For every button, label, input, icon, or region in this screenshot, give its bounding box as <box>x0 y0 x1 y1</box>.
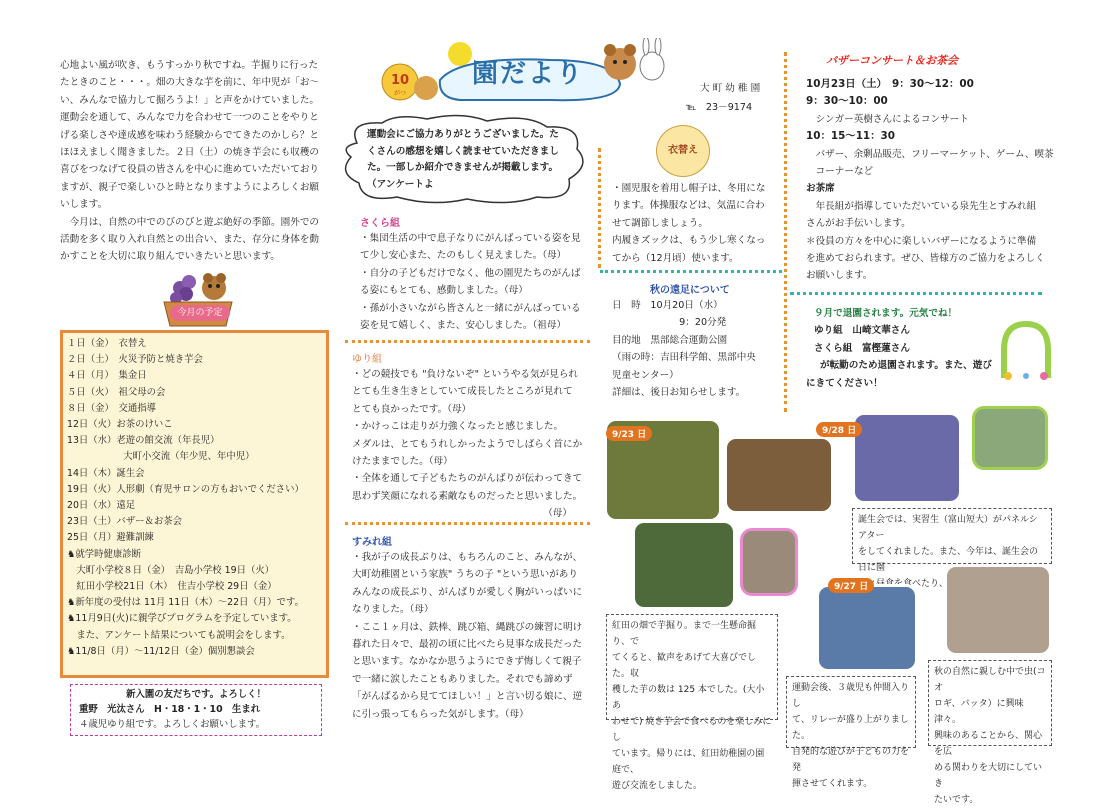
caption-line: 穫した芋の数は 125 本でした。(大小あ <box>612 685 765 711</box>
photo-potato-digging-2 <box>724 436 834 514</box>
intro-line: いします。 <box>60 199 108 211</box>
photo-relay-race <box>816 584 918 672</box>
schedule-item: ２日（土） 火災予防と焼き芋会 <box>67 354 203 366</box>
schedule-item: 19日（火）人形劇（育児サロンの方もおいでください） <box>67 483 304 495</box>
sakura-line: ・集団生活の中で息子なりにがんばっている姿を見 <box>360 233 581 244</box>
school-name: 大 町 幼 稚 園 <box>700 83 761 94</box>
schedule-item: 25日（月）避難訓練 <box>67 532 154 544</box>
schedule-item: ♞就学時健康診断 <box>67 548 142 560</box>
ensoku-line: 9：20分発 <box>612 317 727 329</box>
koromogae-badge <box>656 125 710 177</box>
bazaar-line: 9：30〜10：00 <box>806 95 888 108</box>
bazaar-line: バザー、余剰品販売、フリーマーケット、ゲーム、喫茶 <box>806 148 1054 160</box>
sakura-line: て少し安心また、たのもしく見えました。（母） <box>360 250 567 262</box>
caption-line: ています。帰りには、紅田幼稚園の園庭で、 <box>612 749 765 775</box>
yuri-comments <box>352 366 592 523</box>
farewell-line: ゆり組 山崎文華さん <box>814 325 910 337</box>
koromogae-badge-label: 衣替え <box>668 145 698 156</box>
bazaar-line: 10月23日（土） 9：30〜12：00 <box>806 78 974 90</box>
koromogae-line: ります。体操服などは、気温に合わ <box>612 200 765 212</box>
caption-line: 自発的な遊びが子どもの力を発 <box>792 747 910 773</box>
ensoku-text <box>612 297 784 401</box>
sumire-line: なりました。（母） <box>352 604 434 616</box>
sumire-line: 暮れた日々で、最初の頃に比べたら見事な成長だった <box>352 639 583 651</box>
intro-line: ますが、親子で楽しいひと時となりますようによろしくお願 <box>60 181 320 193</box>
sakura-line: ・自分の子どもだけでなく、他の園児たちのがんば <box>360 267 581 279</box>
caption-line: める関わりを大切にしていき <box>934 763 1043 789</box>
intro-line: 運動会を通して、みんなで力を合わせて一つのことをやりと <box>60 112 319 124</box>
sakura-comments <box>360 230 600 334</box>
yuri-line: ・全体を通して子どもたちのがんばりが伝わってきて <box>352 473 583 485</box>
intro-line: い、みんなで協力して掘ろうよ！」と声をかけていました。 <box>60 94 320 106</box>
intro-text <box>60 57 332 266</box>
school-tel: ℡ 23－9174 <box>686 102 753 113</box>
caption-insects <box>928 660 1052 805</box>
intro-line: かすことを大切に取り組んでいきたいと思います。 <box>60 251 280 263</box>
schedule-item: ８日（金） 交通指導 <box>67 402 157 414</box>
caption-line: 興味のあることから、関心を広 <box>934 731 1043 757</box>
schedule-item: 20日（水）遠足 <box>67 500 136 512</box>
photo-potato-digging-3 <box>632 520 736 610</box>
schedule-item: 大町小交流（年少児、年中児） <box>67 451 255 463</box>
caption-line: 誕生会では、実習生（富山短大）がパネルシアター <box>858 515 1038 541</box>
ensoku-line: 児童センター） <box>612 369 679 381</box>
schedule-item: ♞新年度の受付は 11月 11日（木）〜22日（月）です。 <box>67 597 304 609</box>
koromogae-line: 内履きズックは、もう少し寒くなっ <box>612 235 766 247</box>
issue-number: 10 <box>390 73 410 88</box>
intro-line: 心地よい風が吹き、もうすっかり秋ですね。芋掘りに行った <box>60 60 319 71</box>
date-label: 9/27 日 <box>828 578 874 593</box>
bazaar-text <box>806 76 1056 285</box>
issue-number-sub: がつ <box>393 90 406 97</box>
sumire-line: ・我が子の成長ぶりは、もちろんのこと、みんなが、 <box>352 552 583 563</box>
sumire-line: 「がんばるから見ててほしい！」と言い切る娘に、逆 <box>352 691 583 703</box>
ensoku-line: 目的地 黒部総合運動公園 <box>612 334 728 346</box>
photo-insect-cage <box>944 564 1052 656</box>
intro-line: げる楽しさや達成感を味わう経験からでてきたのかしら？と <box>60 129 319 141</box>
date-label: 9/28 日 <box>816 422 862 437</box>
rainbow-arch-illustration <box>996 320 1056 382</box>
new-friend-line: ４歳児ゆり組です。よろしくお願いします。 <box>79 719 265 730</box>
schedule-item: ♞11/8日（月）〜11/12日（金）個別懇談会 <box>67 645 255 657</box>
photo-lunch-with-principal <box>972 406 1048 470</box>
caption-line: をしてくれました。また、今年は、誕生会の日に園 <box>858 547 1039 573</box>
ensoku-line: 詳細は、後日お知らせします。 <box>612 387 746 399</box>
caption-line: て、リレーが盛り上がりました。 <box>792 715 909 741</box>
farewell-line: ９月で退園されます。元気でね！ <box>814 308 958 319</box>
divider <box>790 292 1042 295</box>
sumire-line: に引っ張ってもらった気がします。（母） <box>352 708 529 720</box>
divider <box>600 270 782 273</box>
schedule-item: 23日（土）バザー＆お茶会 <box>67 516 183 528</box>
divider <box>598 148 601 268</box>
farewell-text <box>806 305 1006 392</box>
bazaar-title: バザーコンサート＆お茶会 <box>826 54 958 67</box>
caption-line: 遊び交流をしました。 <box>612 781 703 791</box>
sumire-line: と思います。なかなか思うようにできず悔しくて親子 <box>352 656 582 668</box>
sakura-title: さくら組 <box>360 218 400 229</box>
schedule-box <box>60 330 329 678</box>
yuri-title: ゆり組 <box>352 354 382 365</box>
ensoku-line: （雨の時：吉田科学館、黒部中央 <box>612 352 756 364</box>
new-friend-box <box>70 684 322 736</box>
schedule-item: 大町小学校８日（金） 吉島小学校 19日（火） <box>67 564 275 576</box>
new-friend-title: 新入園の友だちです。よろしく！ <box>126 689 266 700</box>
intro-line: 喜びをつなげて役員の皆さんを中心に進めていただいており <box>60 164 320 176</box>
koromogae-text <box>612 180 784 267</box>
koromogae-line: せて調節しましょう。 <box>612 217 708 229</box>
farewell-line: さくら組 富樫蓮さん <box>814 342 910 354</box>
farewell-line: にきてください！ <box>806 377 883 389</box>
caption-line: 秋の自然に親しむ中で虫(コオ <box>934 667 1046 693</box>
bazaar-line: お願いします。 <box>806 270 873 282</box>
sumire-line: で一緒に涙したこともありました。それでも諦めず <box>352 673 573 685</box>
yuri-line: 思わず笑顔になれる素敵なものだったと思いました。 <box>352 490 583 502</box>
schedule-item: また、アンケート結果についても説明会をします。 <box>67 629 291 641</box>
schedule-item: ♞11月9日(火)に親学びプログラムを予定しています。 <box>67 613 297 625</box>
schedule-title: 今月の予定 <box>177 308 223 318</box>
thanks-cloud <box>337 113 592 205</box>
photo-birthday-party <box>852 412 962 504</box>
sumire-comments <box>352 549 594 723</box>
yuri-line: メダルは、とてもうれしかったようでしばらく首にか <box>352 438 583 450</box>
yuri-line: ・かけっこは走りが力強くなったと感じました。 <box>352 421 564 433</box>
caption-line: たいです。 <box>934 795 979 805</box>
intro-line: 活動を多く取り入れ自然との出合い、また、存分に身体を動 <box>60 234 320 246</box>
sumire-title: すみれ組 <box>352 537 392 548</box>
caption-relay <box>786 676 916 789</box>
koromogae-line: ・園児服を着用し帽子は、冬用にな <box>612 183 766 194</box>
schedule-item: 紅田小学校21日（木） 住吉小学校 29日（金） <box>67 581 277 593</box>
schedule-item: ４日（月） 集金日 <box>67 370 147 382</box>
bazaar-line: さんがお手伝いします。 <box>806 218 911 230</box>
schedule-title-badge <box>170 305 230 321</box>
bazaar-line: お茶席 <box>806 183 835 195</box>
bazaar-line: コーナーなど <box>806 166 874 178</box>
ensoku-line: 日 時 10月20日（水） <box>612 300 723 311</box>
sumire-line: みんなの成長ぶり、がんばりが愛しく胸がいっぱいに <box>352 586 583 598</box>
intro-line: 今月は、自然の中でのびのびと遊ぶ絶好の季節。園外での <box>60 216 320 228</box>
schedule-item: 13日（水）老遊の館交流（年長児） <box>67 435 220 447</box>
bazaar-line: シンガー英樹さんによるコンサート <box>806 113 969 125</box>
bazaar-line: 年長組が指導していただいている泉先生とすみれ組 <box>806 200 1037 212</box>
sumire-line: 大町幼稚園という家族" うちの子 "という思いがあり <box>352 569 578 581</box>
sakura-line: ・孫が小さいながら皆さんと一緒にがんばっている <box>360 302 581 314</box>
intro-line: ほほえましく聞きました。２日（土）の焼き芋会にも収穫の <box>60 147 320 159</box>
caption-line: 紅田の畑で芋掘り。まで一生懸命掘り、で <box>612 621 757 647</box>
yuri-line: とても生き生きとしていて成長したところが見れて <box>352 386 573 398</box>
schedule-item: 14日（木）誕生会 <box>67 467 145 479</box>
bazaar-line: 10：15〜11：30 <box>806 130 896 143</box>
photo-kids-playground <box>740 528 798 596</box>
thanks-cloud-text: 運動会にご協力ありがとうございました。たくさんの感想を嬉しく読ませていただきました。一部しか紹介できませんが掲載します。（アンケートよ <box>367 129 559 190</box>
caption-line: てくると、歓声をあげて大喜びでした。収 <box>612 653 757 679</box>
schedule-item: ５日（火） 祖父母の会 <box>67 386 166 398</box>
caption-line: わせて) 焼き芋会で食べるのを楽しみにし <box>612 717 772 743</box>
divider <box>345 522 590 525</box>
divider <box>784 52 787 412</box>
schedule-item: 12日（火）お茶のけいこ <box>67 419 173 431</box>
bazaar-line: を進めておられます。ぜひ、皆様方のご協力をよろしく <box>806 253 1045 265</box>
caption-birthday <box>852 508 1052 573</box>
schedule-item: １日（金） 衣替え <box>67 338 147 349</box>
sumire-line: ・ここ１ヶ月は、鉄棒、跳び箱、縄跳びの練習に明け <box>352 621 583 633</box>
yuri-line: とても良かったです。（母） <box>352 403 472 415</box>
yuri-line: けたままでした。（母） <box>352 456 453 468</box>
new-friend-line: 重野 光汰さん H・18・1・10 生まれ <box>79 704 261 715</box>
sakura-line: 姿を見て嬉しく、また、安心しました。（祖母） <box>360 320 567 332</box>
caption-potato <box>606 614 778 791</box>
sakura-line: る姿にもとても、感動しました。（母） <box>360 285 528 297</box>
farewell-line: が転勤のため退園されます。また、遊び <box>820 360 992 372</box>
caption-line: ロギ、バッタ）に興味津々。 <box>934 699 1024 725</box>
date-label: 9/23 日 <box>606 426 652 441</box>
caption-line: 揮させてくれます。 <box>792 779 873 789</box>
koromogae-line: てから（12月頃）使います。 <box>612 252 739 264</box>
yuri-line: ・どの競技でも "負けないぞ" というやる気が見られ <box>352 369 578 380</box>
yuri-line: （母） <box>543 508 572 520</box>
divider <box>345 340 590 343</box>
caption-line: 運動会後、３歳児も仲間入りし <box>792 683 910 709</box>
bazaar-line: ＊役員の方々を中心に楽しいバザーになるように準備 <box>806 235 1037 247</box>
newsletter-title: 園だより <box>471 59 584 89</box>
intro-line: たときのこと・・・。畑の大きな芋を前に、年中児が「お〜 <box>60 77 320 89</box>
ensoku-title: 秋の遠足について <box>650 285 730 296</box>
